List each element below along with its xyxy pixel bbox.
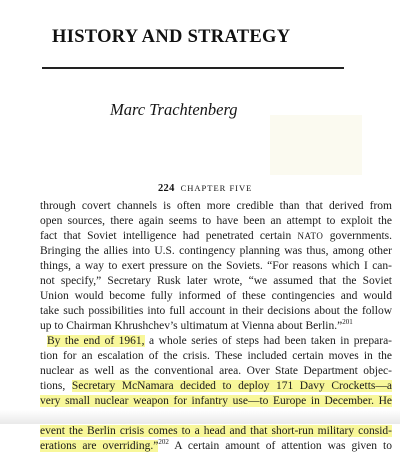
text-line-17: erations are overriding.”$^{202}$ A certain amount of attention was given to — [40, 439, 392, 452]
footnote-202: 202 — [158, 439, 169, 447]
highlight-4: —to Europe in December. He — [247, 395, 392, 407]
text-line-10: By the end of 1961, a whole series of steps had been taken in prepara- — [47, 335, 392, 347]
text-line-5: things, a way to exert pressure on the Soviets. “For reasons which I can- — [40, 260, 392, 272]
text-line-1: through covert channels is often more credible than that derived from — [40, 200, 392, 212]
highlight-7: erations are overriding.” — [40, 440, 159, 452]
text-line-7: Union would become fully informed of these contingencies and would — [40, 290, 392, 302]
highlight-1: By the end of 1961, — [47, 335, 145, 347]
text-line-16 — [40, 424, 392, 439]
text-line-14 — [40, 394, 392, 409]
book-title: HISTORY AND STRATEGY — [52, 27, 291, 47]
highlight-3: very small nuclear weapon for infantry use — [40, 395, 248, 407]
text-line-2: open sources, there again seems to have been an attempt to exploit the — [40, 215, 392, 227]
text-line-8: take such possibilities into full account in their decisions about the follow — [40, 305, 392, 317]
running-head — [158, 183, 252, 194]
text-line-12: nuclear as well as the conventional area. Over State Department objec- — [40, 365, 392, 377]
chapter-label: CHAPTER FIVE — [180, 183, 253, 193]
text-line-4: Bringing the allies into U.S. contingency planning was thus, among other — [40, 245, 392, 257]
footnote-201: 201 — [342, 319, 353, 327]
text-line-6: not specify,” Secretary Rusk later wrote, “we assumed that the Soviet — [40, 275, 392, 287]
title-rule — [42, 67, 344, 69]
highlight-2: Secretary McNamara decided to deploy 171 Davy Crocketts—a — [71, 380, 392, 392]
text-line-9: up to Chairman Khrushchev’s ultimatum at Vienna about Berlin.”$^{201}$ — [40, 319, 353, 332]
book-author: Marc Trachtenberg — [110, 100, 238, 119]
page-edge-shadow — [0, 410, 400, 424]
highlight-6: event the Berlin crisis comes to a head and that short-run military consid- — [40, 425, 392, 437]
paper-discoloration — [270, 115, 362, 175]
text-line-3: fact that Soviet intelligence had penetrated certain NATO governments. — [40, 230, 392, 242]
page-number: 224 — [158, 183, 175, 194]
text-line-11: tion for an escalation of the crisis. These included certain moves in the — [40, 350, 392, 362]
text-line-13: tions, Secretary McNamara decided to deploy 171 Davy Crocketts—a — [40, 380, 392, 392]
